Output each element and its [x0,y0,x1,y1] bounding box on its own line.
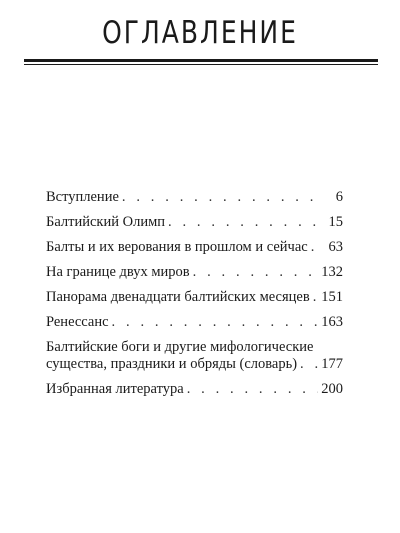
table-of-contents [46,189,343,406]
toc-entry-title: На границе двух миров [46,264,190,280]
toc-entry [46,381,343,398]
toc-entry-title-line1: Балтийские боги и другие мифологические [46,339,314,355]
toc-entry [46,239,343,256]
dot-leader [300,356,318,373]
toc-entry-title: существа, праздники и обряды (словарь) [46,356,298,372]
toc-entry-page: 163 [321,314,343,330]
toc-entry [46,314,343,331]
title-underline-thin [24,64,378,65]
dot-leader [112,314,319,331]
dot-leader [313,289,319,306]
toc-entry [46,214,343,231]
toc-entry-title: Вступление [46,189,119,205]
toc-entry-title: Панорама двенадцати балтийских месяцев [46,289,310,305]
toc-entry [46,339,343,373]
dot-leader [311,239,320,256]
toc-entry [46,264,343,281]
toc-entry-page: 6 [335,189,343,205]
toc-entry-page: 15 [328,214,343,230]
dot-leader [168,214,320,231]
toc-entry-page: 151 [321,289,343,305]
dot-leader [187,381,319,398]
page-title: ОГЛАВЛЕНИЕ [102,14,298,51]
dot-leader [193,264,319,281]
toc-entry-title: Ренессанс [46,314,109,330]
toc-entry-page: 63 [328,239,343,255]
toc-entry-title: Избранная литература [46,381,184,397]
toc-entry-page: 132 [321,264,343,280]
title-underline-thick [24,59,378,62]
toc-entry-title: Балтийский Олимп [46,214,166,230]
toc-entry-page: 177 [321,356,343,372]
toc-entry [46,289,343,306]
toc-entry-title: Балты и их верования в прошлом и сейчас [46,239,308,255]
toc-entry [46,189,343,206]
dot-leader [122,189,320,206]
toc-entry-page: 200 [321,381,343,397]
